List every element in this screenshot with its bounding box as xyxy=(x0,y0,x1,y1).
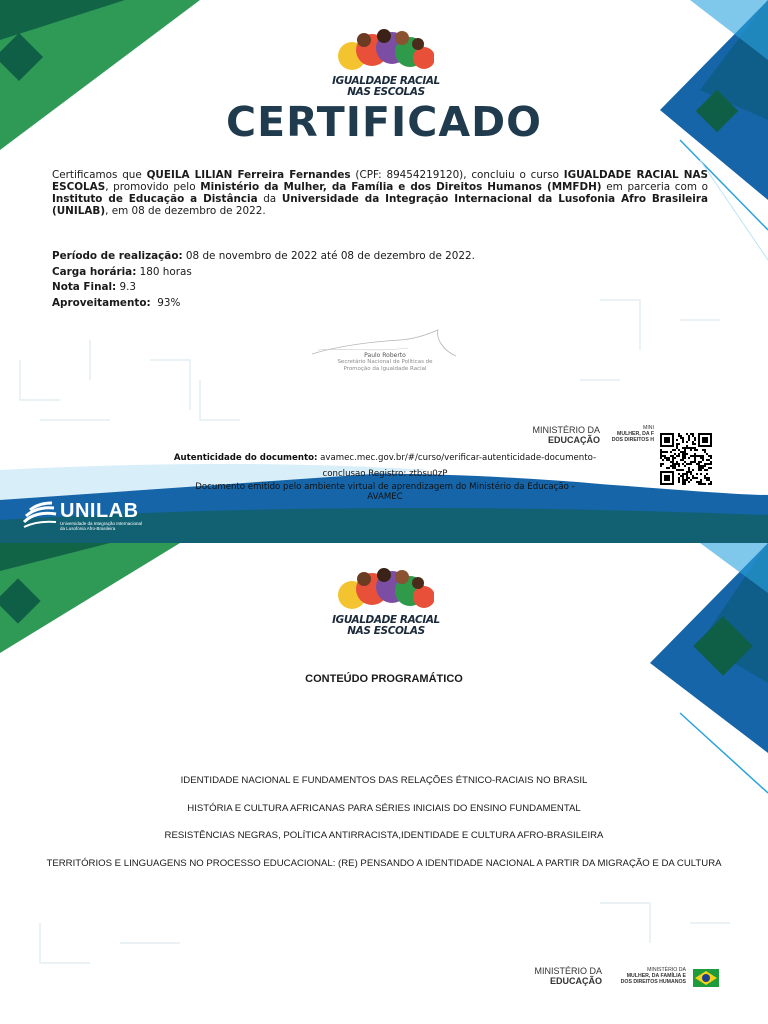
mdh-line-2: MULHER, DA F xyxy=(617,431,654,437)
hours-value: 180 horas xyxy=(136,265,192,278)
mec-line-2: EDUCAÇÃO xyxy=(549,976,602,986)
list-item: TERRITÓRIOS E LINGUAGENS NO PROCESSO EDUCACIONAL: (RE) PENSANDO A IDENTIDADE NACIONAL A PARTIR DA MIGRAÇÃO E DA CULTURA xyxy=(46,857,722,869)
statement-text: em parceria com o xyxy=(601,181,708,193)
certificate-statement xyxy=(52,169,708,217)
ministry-women-logo xyxy=(606,967,686,985)
signer-name: Paulo Roberto xyxy=(364,352,406,359)
unilab-logo xyxy=(22,500,143,535)
people-illustration-icon xyxy=(338,565,434,611)
performance-row xyxy=(52,296,552,312)
unilab-subtitle-1: Universidade da Integração Internacional xyxy=(60,521,143,526)
mdh-line-1: MINISTÉRIO DA xyxy=(647,967,686,973)
issuer-note-end: AVAMEC xyxy=(367,492,403,502)
registration-code: conclusao Registro: ztbsu0zP xyxy=(322,469,448,479)
grade-value: 9.3 xyxy=(116,281,137,293)
mec-line-1: MINISTÉRIO DA xyxy=(534,966,602,976)
period-label: Período de realização: xyxy=(52,250,183,262)
wave-icon xyxy=(22,500,58,530)
signer-role: Secretário Nacional de Políticas de xyxy=(337,359,433,365)
hours-label: Carga horária: xyxy=(52,265,137,278)
list-item: IDENTIDADE NACIONAL E FUNDAMENTOS DAS RELAÇÕES ÉTNICO-RACIAIS NO BRASIL xyxy=(180,775,588,786)
brazil-flag-icon xyxy=(693,969,719,987)
campaign-logo xyxy=(331,565,441,637)
period-row xyxy=(52,249,552,265)
logo-line-1: IGUALDADE RACIAL xyxy=(332,614,440,626)
logo-line-2: NAS ESCOLAS xyxy=(347,86,425,98)
performance-value: 93% xyxy=(150,296,181,309)
grade-label: Nota Final: xyxy=(52,281,117,293)
authenticity-label: Autenticidade do documento: xyxy=(173,453,318,463)
authenticity-line xyxy=(160,450,610,466)
ministry-name: Ministério da Mulher, da Família e dos Direitos Humanos (MMFDH) xyxy=(200,181,602,193)
mdh-line-3: DOS DIREITOS HUMANOS xyxy=(620,979,686,985)
institute-name: Instituto de Educação a Distância xyxy=(52,193,258,205)
mec-line-2: EDUCAÇÃO xyxy=(547,435,600,445)
period-value: 08 de novembro de 2022 até 08 de dezembro de 2022. xyxy=(182,250,475,262)
signature-block xyxy=(300,352,470,373)
qr-code-icon xyxy=(660,433,712,485)
course-details xyxy=(52,249,552,311)
university-name: Universidade da Integração Internacional da Lusofonia Afro Brasileira (UNILAB) xyxy=(52,193,708,217)
program-content-page xyxy=(0,543,768,1024)
signer-role: Promoção da Igualdade Racial xyxy=(343,366,427,372)
statement-text: da xyxy=(257,193,282,205)
course-name: IGUALDADE RACIAL NAS ESCOLAS xyxy=(52,169,709,193)
ministry-education-logo xyxy=(522,966,602,986)
statement-text: , promovido pelo xyxy=(105,181,201,193)
student-name: QUEILA LILIAN Ferreira Fernandes xyxy=(146,169,351,181)
hours-row xyxy=(52,265,552,281)
logo-line-2: NAS ESCOLAS xyxy=(347,625,425,637)
people-illustration-icon xyxy=(338,26,434,72)
certificate-title: CERTIFICADO xyxy=(225,98,543,146)
list-item: HISTÓRIA E CULTURA AFRICANAS PARA SÉRIES INICIAIS DO ENSINO FUNDAMENTAL xyxy=(187,802,581,814)
statement-text: , em 08 de dezembro de 2022. xyxy=(105,205,266,217)
program-module-list xyxy=(20,773,748,883)
unilab-subtitle xyxy=(60,521,180,531)
statement-text: (CPF: 89454219120), concluiu o curso xyxy=(350,169,564,181)
program-title: CONTEÚDO PROGRAMÁTICO xyxy=(305,673,463,685)
issuer-note: Documento emitido pelo ambiente virtual de aprendizagem do Ministério da Educação - xyxy=(195,482,575,492)
grade-row xyxy=(52,280,552,296)
statement-text: Certificamos que xyxy=(52,169,147,181)
mdh-line-3: DOS DIREITOS H xyxy=(611,437,654,443)
campaign-logo xyxy=(331,26,441,98)
ministry-education-logo xyxy=(520,425,600,445)
performance-label: Aproveitamento: xyxy=(52,296,151,309)
authenticity-url[interactable]: avamec.mec.gov.br/#/curso/verificar-autenticidade-documento- xyxy=(317,453,597,463)
authenticity-block xyxy=(160,450,610,502)
unilab-subtitle-2: da Lusofonia Afro-Brasileira xyxy=(60,526,116,531)
list-item: RESISTÊNCIAS NEGRAS, POLÍTICA ANTIRRACISTA,IDENTIDADE E CULTURA AFRO-BRASILEIRA xyxy=(164,830,604,841)
logo-line-1: IGUALDADE RACIAL xyxy=(332,75,440,87)
unilab-name: UNILAB xyxy=(60,500,139,522)
ministry-women-logo xyxy=(604,425,654,443)
mec-line-1: MINISTÉRIO DA xyxy=(532,425,600,435)
mdh-line-1: MINI xyxy=(643,425,654,431)
mdh-line-2: MULHER, DA FAMÍLIA E xyxy=(626,973,686,979)
